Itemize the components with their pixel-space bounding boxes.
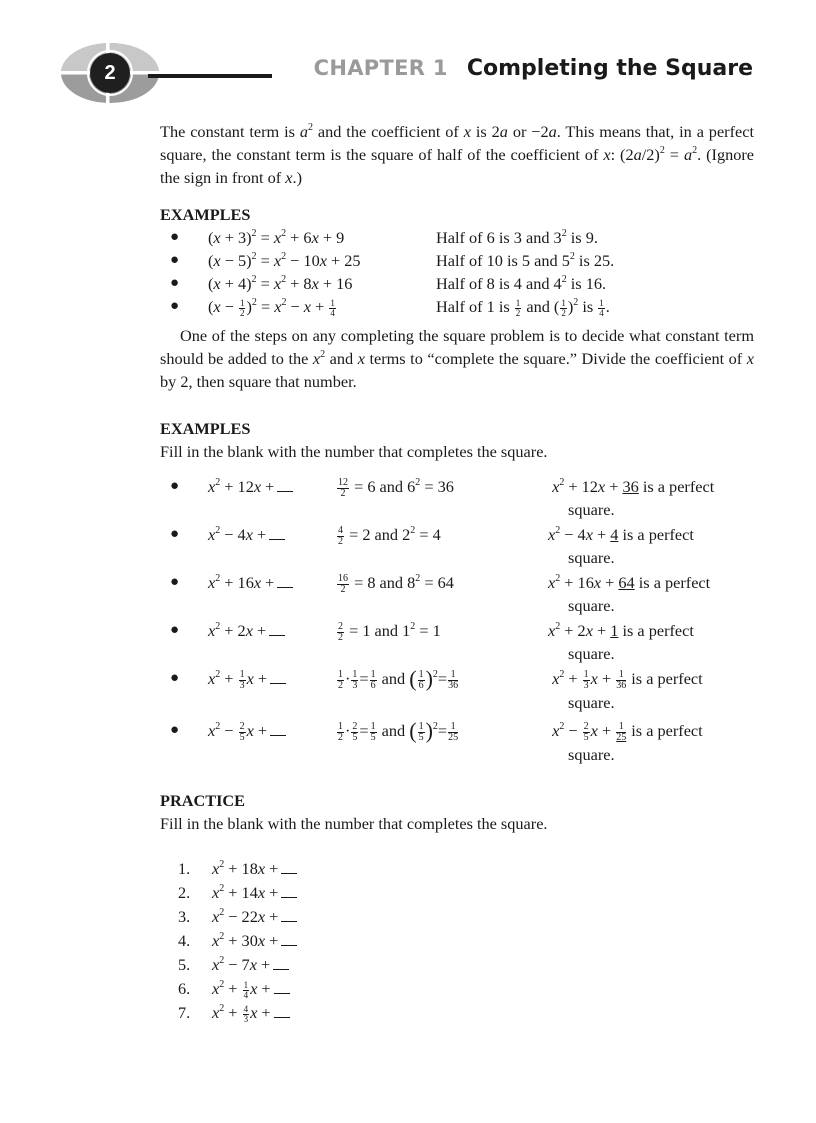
header-rule	[148, 74, 272, 78]
example-result: $x^2 + 12x + 36$ is a perfect square.	[552, 476, 715, 519]
practice-equation: $x^2$ + $\frac{1}{4}$ x +	[212, 977, 290, 1000]
example-note: Half of 6 is 3 and $3^2$ is 9.	[436, 227, 598, 247]
list-item: 5. $x^2 - 7x$ +	[160, 953, 754, 977]
practice-heading: PRACTICE	[160, 791, 246, 810]
example-calculation: $\frac{1}{2}$ · $\frac{2}{5}$ = $\frac{1}{5}$ and ( $\frac{1}{5}$ )$^2$= $\frac{1}{25}$	[338, 718, 459, 743]
bullet-icon: ●	[170, 526, 180, 542]
example-note: Half of 10 is 5 and $5^2$ is 25.	[436, 250, 615, 270]
example-note: Half of 8 is 4 and $4^2$ is 16.	[436, 273, 607, 293]
example-equation: $x^2 + 12x$ +	[208, 475, 293, 498]
example-equation: $x^2$ + $\frac{1}{3}$ x +	[208, 667, 286, 691]
practice-equation: $x^2 - 7x$ +	[212, 953, 289, 976]
practice-equation: $x^2$ + $\frac{4}{3}$ x +	[212, 1001, 290, 1024]
list-item	[160, 473, 754, 521]
example-calculation: $\frac{1}{2}$ · $\frac{1}{3}$ = $\frac{1}{6}$ and ( $\frac{1}{6}$ )$^2$= $\frac{1}{36}$	[338, 666, 459, 691]
example-result: $x^2$ − $\frac{2}{5}$ x + $\frac{1}{25}$ is a perfect square.	[552, 720, 703, 764]
examples-list-2	[160, 473, 754, 769]
list-item	[160, 617, 754, 665]
example-result: $x^2 + 16x + 64$ is a perfect square.	[548, 572, 711, 615]
intro-paragraph: The constant term is $a^2$ and the coefficient of x is 2a or −2a. This means that, in a perfect square, the constant term is the square of half of the coefficient of x: $(2a/2)^2 = a^2$. (Ignore the sign in front of x.)	[160, 121, 755, 187]
list-item	[160, 226, 754, 249]
list-item: 2. $x^2 + 14x$ +	[160, 881, 754, 905]
practice-equation: $x^2 + 18x$ +	[212, 857, 297, 880]
examples-list-1	[160, 226, 754, 318]
example-equation: $x^2 + 16x$ +	[208, 571, 293, 594]
example-result: $x^2 - 4x + 4$ is a perfect square.	[548, 524, 694, 567]
bullet-icon: ●	[170, 275, 180, 291]
list-item	[160, 521, 754, 569]
bullet-icon: ●	[170, 252, 180, 268]
practice-list	[160, 857, 754, 1025]
practice-equation: $x^2 - 22x$ +	[212, 905, 297, 928]
example-equation: $(x - 5)^2 = x^2 - 10x + 25$	[208, 250, 361, 270]
examples-heading-1: EXAMPLES	[160, 205, 251, 224]
example-equation: (x − $\frac{1}{2}$ )$^2 = x^2 - x$ + $\frac{1}{4}$	[208, 296, 335, 318]
chapter-heading	[314, 56, 753, 81]
example-equation: $(x + 4)^2 = x^2 + 8x + 16$	[208, 273, 353, 293]
list-item: 7. $x^2$ + $\frac{4}{3}$ x +	[160, 1001, 754, 1025]
paragraph-two: One of the steps on any completing the square problem is to decide what constant term should be added to the $x^2$ and x terms to “complete the square.” Divide the coefficient of x by 2, then square that number.	[160, 326, 754, 391]
list-item	[160, 665, 754, 717]
practice-instruction: Fill in the blank with the number that completes the square.	[160, 814, 548, 833]
bullet-icon: ●	[170, 722, 180, 738]
list-item: 3. $x^2 - 22x$ +	[160, 905, 754, 929]
bullet-icon: ●	[170, 229, 180, 245]
bullet-icon: ●	[170, 574, 180, 590]
list-item: 4. $x^2 + 30x$ +	[160, 929, 754, 953]
bullet-icon: ●	[170, 622, 180, 638]
example-calculation: $\frac{2}{2}$ = 1 and $1^2 = 1$	[338, 620, 441, 643]
page-header	[0, 0, 816, 110]
example-equation: $x^2 - 4x$ +	[208, 523, 285, 546]
list-item: 6. $x^2$ + $\frac{1}{4}$ x +	[160, 977, 754, 1001]
example-equation: $x^2 + 2x$ +	[208, 619, 285, 642]
list-item: 1. $x^2 + 18x$ +	[160, 857, 754, 881]
examples-instruction: Fill in the blank with the number that completes the square.	[160, 442, 548, 461]
example-calculation: $\frac{16}{2}$ = 8 and $8^2 = 64$	[338, 572, 454, 595]
example-note: Half of 1 is $\frac{1}{2}$ and ( $\frac{1}{2}$ )$^2$ is $\frac{1}{4}$ .	[436, 296, 610, 318]
bullet-icon: ●	[170, 670, 180, 686]
example-calculation: $\frac{4}{2}$ = 2 and $2^2 = 4$	[338, 524, 441, 547]
bullet-icon: ●	[170, 298, 180, 314]
example-calculation: $\frac{12}{2}$ = 6 and $6^2 = 36$	[338, 476, 454, 499]
list-item	[160, 717, 754, 769]
example-equation: $x^2$ − $\frac{2}{5}$ x +	[208, 719, 286, 743]
practice-equation: $x^2 + 30x$ +	[212, 929, 297, 952]
example-result: $x^2 + 2x + 1$ is a perfect square.	[548, 620, 694, 663]
example-equation: $(x + 3)^2 = x^2 + 6x + 9$	[208, 227, 345, 247]
examples-heading-2: EXAMPLES	[160, 419, 251, 438]
page-content	[160, 120, 754, 1025]
list-item	[160, 272, 754, 295]
example-result: $x^2$ + $\frac{1}{3}$ x + $\frac{1}{36}$ is a perfect square.	[552, 668, 703, 712]
chapter-label: CHAPTER 1	[313, 56, 448, 80]
practice-equation: $x^2 + 14x$ +	[212, 881, 297, 904]
list-item	[160, 249, 754, 272]
list-item	[160, 295, 754, 318]
chapter-title: Completing the Square	[466, 56, 753, 81]
list-item	[160, 569, 754, 617]
page-number: 2	[104, 62, 116, 84]
bullet-icon: ●	[170, 478, 180, 494]
